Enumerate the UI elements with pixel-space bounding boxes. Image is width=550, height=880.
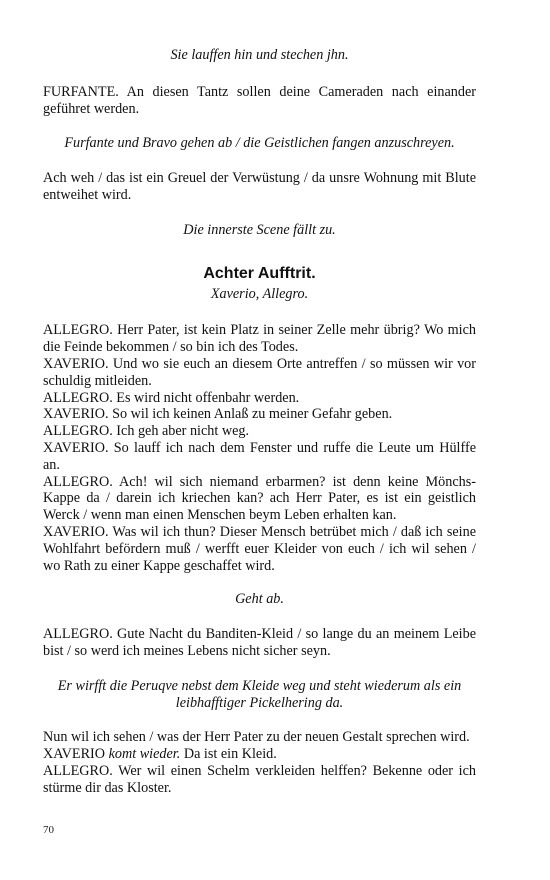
dialogue-line: XAVERIO. So lauff ich nach dem Fenster und ruffe die Leute um Hülffe an.	[43, 439, 476, 473]
cast-list: Xaverio, Allegro.	[210, 285, 309, 302]
dialogue-line: XAVERIO. Was wil ich thun? Dieser Mensch betrübet mich / daß ich seine Wohlfahrt befördern muß / werfft euer Kleider von euch / ich wil sehen / wo Rath zu einer Kappe geschaffet wird.	[43, 523, 476, 574]
stage-direction: Er wirfft die Peruqve nebst dem Kleide weg und steht wiederum als ein leibhafftiger Pickelhering da.	[57, 677, 462, 711]
inline-stage-direction: komt wieder.	[108, 746, 181, 763]
dialogue-line: Nun wil ich sehen / was der Herr Pater zu der neuen Gestalt sprechen wird.	[43, 729, 470, 746]
dialogue-paragraph: FURFANTE. An diesen Tantz sollen deine Cameraden nach einander geführet werden.	[43, 83, 476, 117]
stage-direction: Sie lauffen hin und stechen jhn.	[170, 47, 349, 63]
dialogue-line	[43, 746, 476, 763]
final-dialogue-block	[43, 729, 476, 796]
dialogue-block	[43, 322, 476, 574]
speech-text: Da ist ein Kleid.	[183, 746, 277, 763]
dialogue-line: ALLEGRO. Ach! wil sich niemand erbarmen? ist denn keine Mönchs-Kappe da / darein ich kriechen kan? ach Herr Pater, es ist ein geistlich Werck / wenn man einen Menschen beym Leben erhalten kan.	[43, 473, 476, 524]
dialogue-paragraph: ALLEGRO. Gute Nacht du Banditen-Kleid / so lange du an meinem Leibe bist / so werd ich meines Lebens nicht sicher seyn.	[43, 626, 476, 659]
stage-direction: Furfante und Bravo gehen ab / die Geistlichen fangen anzuschreyen.	[64, 135, 455, 152]
dialogue-line: XAVERIO. So wil ich keinen Anlaß zu meiner Gefahr geben.	[43, 406, 393, 423]
dialogue-paragraph: Ach weh / das ist ein Greuel der Verwüstung / da unsre Wohnung mit Blute entweihet wird.	[43, 170, 476, 203]
page-body	[43, 47, 476, 797]
dialogue-line: ALLEGRO. Es wird nicht offenbahr werden.	[43, 389, 300, 406]
stage-direction: Die innerste Scene fällt zu.	[183, 221, 336, 238]
page-number: 70	[43, 824, 54, 836]
dialogue-line: XAVERIO. Und wo sie euch an diesem Orte antreffen / so müssen wir vor schuldig mitleiden.	[43, 355, 476, 389]
dialogue-line: ALLEGRO. Ich geh aber nicht weg.	[43, 423, 250, 440]
scene-heading: Achter Aufftrit.	[203, 264, 316, 282]
dialogue-line: ALLEGRO. Wer wil einen Schelm verkleiden helffen? Bekenne oder ich stürme dir das Kloster.	[43, 762, 476, 796]
dialogue-line: ALLEGRO. Herr Pater, ist kein Platz in seiner Zelle mehr übrig? Wo mich die Feinde bekommen / so bin ich des Todes.	[43, 322, 476, 356]
stage-direction: Geht ab.	[235, 591, 284, 608]
speaker-name: XAVERIO	[43, 746, 106, 763]
